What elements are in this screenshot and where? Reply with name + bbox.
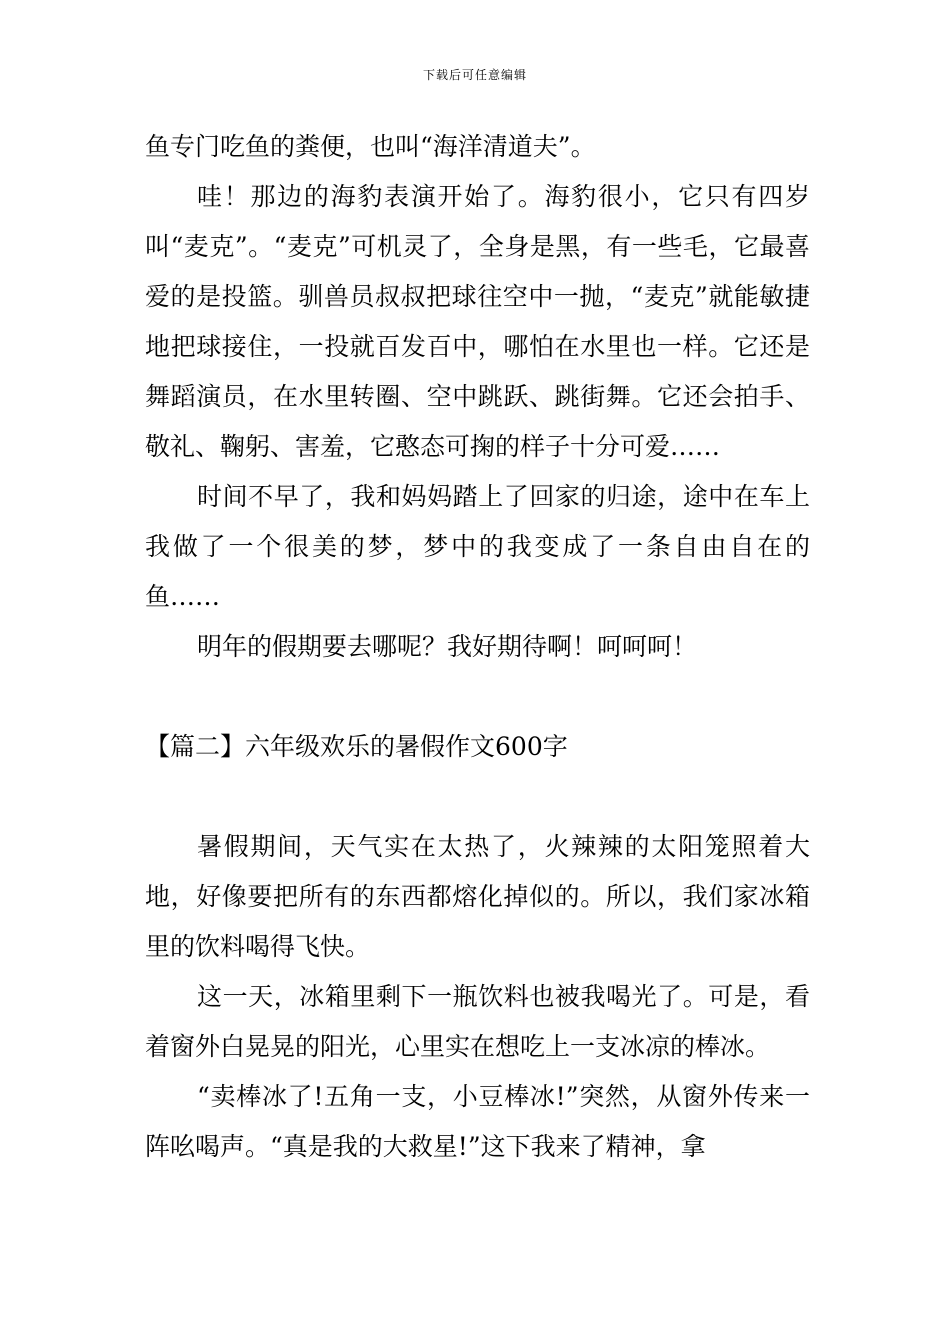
paragraph-6: 这一天，冰箱里剩下一瓶饮料也被我喝光了。可是，看着窗外白晃晃的阳光，心里实在想吃上一支冰凉的棒冰。	[145, 982, 810, 1061]
section-title: 【篇二】六年级欢乐的暑假作文600字	[145, 732, 568, 761]
paragraph-3: 时间不早了，我和妈妈踏上了回家的归途，途中在车上我做了一个很美的梦，梦中的我变成了一条自由自在的鱼……	[145, 482, 810, 611]
paragraph-4: 明年的假期要去哪呢？我好期待啊！呵呵呵！	[197, 632, 698, 661]
section-spacer	[145, 772, 810, 822]
paragraph-1: 鱼专门吃鱼的粪便，也叫“海洋清道夫”。	[145, 132, 596, 161]
page-header-note: 下载后可任意编辑	[422, 68, 527, 82]
paragraph-5: 暑假期间，天气实在太热了，火辣辣的太阳笼照着大地，好像要把所有的东西都熔化掉似的。所以，我们家冰箱里的饮料喝得飞快。	[145, 832, 810, 961]
document-body	[145, 122, 810, 1172]
paragraph-2: 哇！那边的海豹表演开始了。海豹很小，它只有四岁叫“麦克”。“麦克”可机灵了，全身是黑，有一些毛，它最喜爱的是投篮。驯兽员叔叔把球往空中一抛，“麦克”就能敏捷地把球接住，一投就百发百中，哪怕在水里也一样。它还是舞蹈演员，在水里转圈、空中跳跃、跳街舞。它还会拍手、敬礼、鞠躬、害羞，它憨态可掬的样子十分可爱……	[145, 182, 810, 461]
paragraph-7: “卖棒冰了!五角一支，小豆棒冰!”突然，从窗外传来一阵吆喝声。“真是我的大救星!”这下我来了精神，拿	[145, 1082, 810, 1161]
